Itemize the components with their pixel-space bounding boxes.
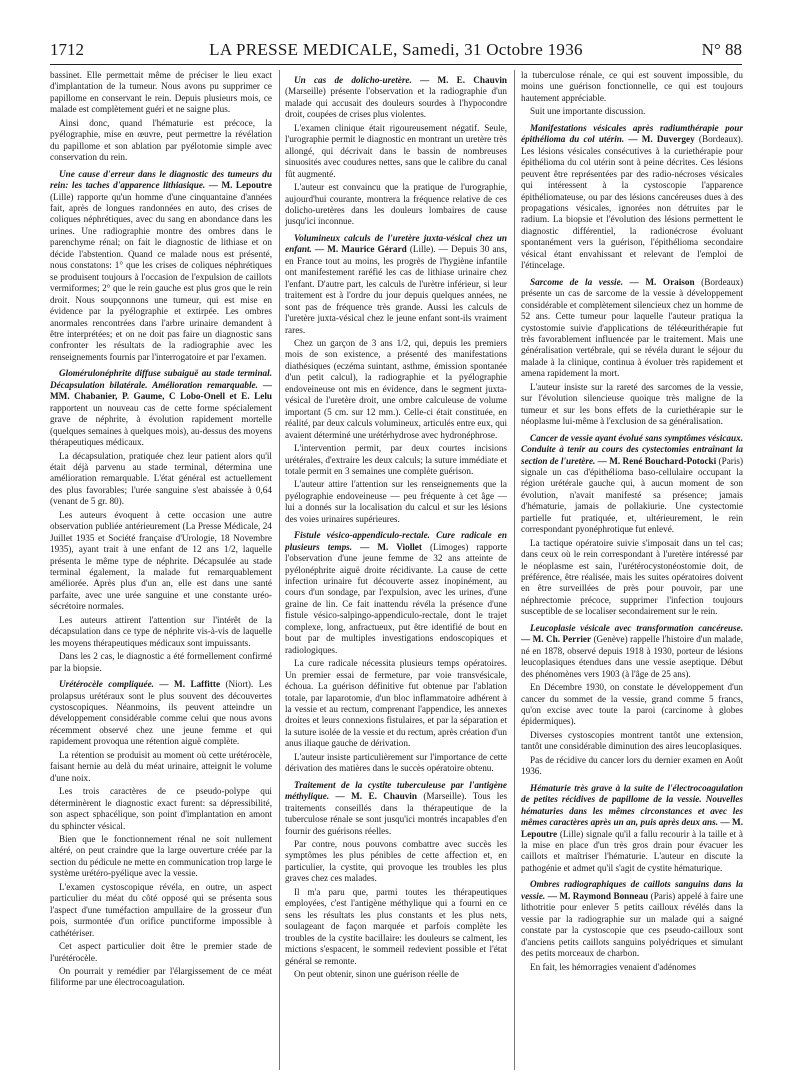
paragraph: la tuberculose rénale, ce qui est souvent impossible, du moins une guérison fonctionnelle, ce qui est toujours hautement appréciable.	[521, 70, 743, 103]
article-title: Traitement de la cystite tuberculeuse par l'antigène méthylique.	[285, 779, 507, 802]
text-column-1	[50, 70, 272, 1075]
article-entry	[50, 679, 272, 748]
article-entry	[521, 123, 743, 272]
article-entry	[285, 780, 507, 837]
article-title: Un cas de dolicho-uretère.	[294, 75, 412, 85]
paragraph: La rétention se produisit au moment où cette urétérocèle, faisant hernie au delà du méat urinaire, atteignit le volume d'une noix.	[50, 749, 272, 783]
paragraph: Suit une importante discussion.	[530, 106, 646, 117]
article-title: Urétérocèle compliquée.	[59, 679, 154, 690]
article-author: — M. Lepoutre	[521, 817, 743, 839]
article-entry	[285, 75, 507, 121]
paragraph: Cet aspect particulier doit être le premier stade de l'urétérocèle.	[50, 941, 272, 963]
article-entry	[50, 169, 272, 364]
article-entry	[521, 277, 743, 380]
article-body: (Genève) rappelle l'histoire d'un malade, né en 1878, observé depuis 1918 à 1930, porteur de lésions leucoplasiques étendues dans une vessie aseptique. Début des phénomènes vers 1903 (à l'âge de 25 ans).	[521, 634, 743, 679]
paragraph: L'examen cystoscopique révéla, en outre, un aspect particulier du méat du côté opposé qui se présenta sous l'aspect d'une tuméfaction ampullaire de la grosseur d'un pois, surmontée d'un orifice punctiforme impossible à cathétériser.	[50, 881, 272, 938]
article-entry	[521, 623, 743, 680]
paragraph: On peut obtenir, sinon une guérison réelle de	[294, 968, 459, 979]
article-body: (Paris) signale un cas d'épithélioma baso-cellulaire occupant la région urétérale gauche qui, à aucun moment de son évolution, n'avait manifesté sa présence; jamais d'hématurie, jamais de pollakiurie. Une cystectomie partielle fut pratiquée, et, ultérieurement, le rein correspondant pyonéphrotique fut enlevé.	[521, 455, 743, 535]
paragraph: Par contre, nous pouvons combattre avec succès les symptômes les plus pénibles de cette affection et, en particulier, la cystite, qui provoque les troubles les plus graves chez ces malades.	[285, 839, 507, 884]
article-entry	[521, 783, 743, 875]
paragraph: La décapsulation, pratiquée chez leur patient alors qu'il était déjà parvenu au stade terminal, détermina une amélioration remarquable. L'état général est actuellement des plus favorables; l'urée sanguine s'est abaissée à 0,64 (venant de 5 gr. 80).	[50, 450, 272, 507]
paragraph: La cure radicale nécessita plusieurs temps opératoires. Un premier essai de fermeture, par voie transvésicale, échoua. La guérison définitive fut obtenue par l'ablation totale, par laparotomie, d'un bloc inflammatoire adhérent à la vessie et au rectum, comprenant l'appendice, les annexes droites et leurs connexions fistulaires, et par la séparation et la suture isolée de la vessie et du rectum, après création d'un anus iliaque gauche de dérivation.	[285, 658, 507, 749]
paragraph: Les auteurs attirent l'attention sur l'intérêt de la décapsulation dans ce type de néphrite vis-à-vis de laquelle les moyens thérapeutiques médicaux sont impuissants.	[50, 614, 272, 648]
paragraph: Chez un garçon de 3 ans 1/2, qui, depuis les premiers mois de son existence, a présenté des manifestations diathésiques (eczéma suintant, asthme, émission spontanée d'un petit calcul), la radiographie et la pyélographie endoveineuse ont mis en évidence, dans le segment juxta-vésical de l'uretère droit, une ombre calculeuse de volume important (5 cm. sur 12 mm.). Celle-ci était constituée, en réalité, par deux calculs volumineux, articulés entre eux, qui avaient déterminé une urétérhydrose avec hydronéphrose.	[285, 337, 507, 440]
article-title: Une cause d'erreur dans le diagnostic des tumeurs du rein: les taches d'apparence lithiasique.	[50, 168, 272, 191]
paragraph: Les auteurs évoquent à cette occasion une autre observation publiée antérieurement (La Presse Médicale, 24 Juillet 1935 et Société française d'Urologie, 18 Novembre 1935), ayant trait à une enfant de 12 ans 1/2, laquelle présenta le même type de néphrite. Décapsulée au stade terminal également, la malade fut remarquablement améliorée. Après plus d'un an, elle est dans une santé parfaite, avec une urée sanguine et une constante uréo-sécrétoire normales.	[50, 509, 272, 612]
article-title: Cancer de vessie ayant évolué sans symptômes vésicaux. Conduite à tenir au cours des cystectomies entraînant la section de l'uretère.	[521, 432, 743, 466]
column-divider	[279, 70, 280, 1070]
article-body: rapportent un nouveau cas de cette forme spécialement grave de néphrite, à évolution rapidement mortelle (quelques semaines à quelques mois), au-dessus des moyens thérapeutiques médicaux.	[50, 402, 272, 448]
page-header	[50, 40, 742, 62]
paragraph: Ainsi donc, quand l'hématurie est précoce, la pyélographie, mise en œuvre, peut permettre la révélation du papillome et son ablation par pyélotomie simple avec conservation du rein.	[50, 117, 272, 163]
paragraph: L'examen clinique était rigoureusement négatif. Seule, l'urographie permit le diagnostic en montrant un uretère très allongé, qui décrivait dans le bassin de nombreuses sinuosités avec coudures nettes, sans que le calibre du canal fût augmenté.	[285, 122, 507, 179]
article-body: (Lille). — Depuis 30 ans, en France tout au moins, les progrès de l'hygiène infantile ont manifestement raréfié les cas de lithiase urinaire chez l'enfant. D'autre part, les calculs de l'urètre inférieur, si leur traitement est à l'ordre du jour depuis quelques années, ne sont pas de fréquence très grande. Aussi les calculs de l'uretère juxta-vésical chez le jeune enfant sont-ils vraiment rares.	[285, 244, 507, 335]
article-title: Volumineux calculs de l'uretère juxta-vésical chez un enfant.	[285, 232, 507, 255]
article-body: (Paris) appelé à faire une lithotritie pour enlever 5 petits cailloux révélés dans la vessie par la radiographie sur un malade qui a saigné constate par la cystoscopie que ces pseudo-cailloux sont d'anciens petits caillots sanguins polyédriques et simulant des petits morceaux de charbon.	[521, 890, 743, 959]
article-body: (Bordeaux) présente un cas de sarcome de la vessie à développement considérable et complètement silencieux chez un homme de 52 ans. Cette tumeur pour laquelle l'auteur pratiqua la cystostomie suivie d'applications de téléœurithérapie fut très favorablement influencée par le traitement. Mais une généralisation vertébrale, qui se révéla durant le séjour du malade à la clinique, continua à évoluer très rapidement et amena rapidement la mort.	[521, 276, 743, 379]
header-rule	[50, 64, 742, 65]
article-body: (Limoges) rapporte l'observation d'une jeune femme de 32 ans atteinte de pyélonéphrite aiguë droite récidivante. La cause de cette infection urinaire fut découverte assez inopinément, au cours d'un sondage, par l'expulsion, avec les urines, d'une graine de lin. Ce fait inattendu révéla la présence d'une fistule vésico-salpingo-appendiculo-rectale, dont le trajet complexe, long, anfractueux, put être identifié de bout en bout par de multiples investigations endoscopiques et radiologiques.	[285, 541, 507, 655]
article-body: (Marseille) présente l'observation et la radiographie d'un malade qui accusait des douleurs sourdes à l'hypocondre droit, coupées de crises plus violentes.	[285, 86, 507, 120]
text-column-3	[521, 70, 743, 1075]
article-author: — M. René Bouchard-Potocki	[597, 455, 717, 466]
paragraph: Diverses cystoscopies montrent tantôt une extension, tantôt une considérable diminution des aires leucoplasiques.	[521, 729, 743, 752]
article-author: — M. E. Chauvin	[420, 75, 507, 85]
article-author: — M. Duvergey	[628, 134, 695, 145]
article-author: — M. E. Chauvin	[335, 791, 417, 802]
paragraph: Pas de récidive du cancer lors du dernier examen en Août 1936.	[521, 754, 743, 777]
page-number: 1712	[50, 40, 84, 59]
paragraph: En fait, les hémorragies venaient d'adénomes	[530, 961, 696, 972]
article-entry	[521, 879, 743, 959]
article-author: — M. Ch. Perrier	[521, 634, 592, 645]
article-author: — M. Lepoutre	[208, 180, 272, 191]
article-title: Sarcome de la vessie.	[530, 276, 623, 287]
paragraph: Il m'a paru que, parmi toutes les thérapeutiques employées, c'est l'antigène méthylique qui a fourni en ce sens les résultats les plus constants et les plus nets, soulageant de façon marquée et parfois complète les troubles de la cystite bacillaire: les douleurs se calment, les mictions s'espacent, le sommeil redevient possible et l'état général se remonte.	[285, 886, 507, 966]
issue-number: N° 88	[701, 40, 742, 59]
article-entry	[50, 368, 272, 448]
paragraph: bassinet. Elle permettait même de préciser le lieu exact d'implantation de la tumeur. Nous avons pu supprimer ce papillome en conservant le rein. Depuis plusieurs mois, ce malade est complètement guéri et ne saigne plus.	[50, 70, 272, 115]
text-column-2	[285, 70, 507, 1075]
article-title: Glomérulonéphrite diffuse subaiguë au stade terminal. Décapsulation bilatérale. Amélioration remarquable.	[50, 368, 272, 390]
article-title: Ombres radiographiques de caillots sanguins dans la vessie.	[521, 879, 743, 901]
article-entry	[285, 530, 507, 656]
article-title: Leucoplasie vésicale avec transformation cancéreuse.	[530, 622, 743, 633]
article-body: (Niort). Les prolapsus urétéraux sont le plus souvent des découvertes cystoscopiques. Néanmoins, ils peuvent atteindre un développement considérable comme celui que nous avons récemment observé chez une jeune femme et qui rapidement provoqua une rétention aiguë complète.	[50, 679, 272, 747]
paragraph: Les trois caractères de ce pseudo-polype qui déterminèrent le diagnostic exact furent: sa dépressibilité, son aspect sphacélique, son point d'implantation en amont du sphincter vésical.	[50, 786, 272, 831]
article-author: — M. Maurice Gérard	[314, 244, 407, 255]
article-body: (Bordeaux). Les lésions vésicales consécutives à la curiethérapie pour épithélioma du col utérin sont à peine décrites. Ces lésions peuvent être représentées par des radio-nécroses vésicales qui intéressent à la cystoscopie l'apparence épithéliomateuse, ou par des lésions cancéreuses dues à des propagations vésicales, ignorées non détruites par le radium. La biopsie et l'évolution des lésions permettent le diagnostic différentiel, la radionécrose évoluant spontanément vers la guérison, l'épithélioma secondaire vésical étant envahissant et relevant de l'emploi de l'étincelage.	[521, 134, 743, 271]
article-author: — M. Laffitte	[159, 679, 221, 690]
article-author: — M. Oraison	[629, 276, 695, 287]
paragraph: L'auteur est convaincu que la pratique de l'urographie, aujourd'hui courante, montrera la fréquence relative de ces dolicho-uretères dans les douleurs lombaires de cause jusqu'ici inconnue.	[285, 182, 507, 227]
column-divider	[514, 70, 515, 1070]
journal-title: LA PRESSE MEDICALE, Samedi, 31 Octobre 1936	[209, 40, 583, 59]
article-author: — MM. Chabanier, P. Gaume, C Lobo-Onell et E. Lelu	[50, 379, 272, 402]
paragraph: On pourrait y remédier par l'élargissement de ce méat filiforme par une électrocoagulation.	[50, 965, 272, 988]
article-author: — M. Viollet	[360, 541, 422, 552]
article-author: — M. Raymond Bonneau	[547, 890, 649, 901]
paragraph: L'intervention permit, par deux courtes incisions urétérales, d'extraire les deux calculs; la suture immédiate et totale permit en 3 semaines une complète guérison.	[285, 443, 507, 476]
paragraph: La tactique opératoire suivie s'imposait dans un tel cas; dans ceux où le rein correspondant à l'uretère intéressé par le néoplasme est sain, l'urétérocystonéostomie doit, de préférence, être réalisée, mais les suites opératoires doivent en être surveillées de près pour pouvoir, par une néphrectomie précoce, supprimer l'infection toujours susceptible de se localiser secondairement sur le rein.	[521, 537, 743, 617]
article-body: (Lille) signale qu'il a fallu recourir à la taille et à la mise en place d'un très gros drain pour évacuer les caillots et maîtriser l'hématurie. L'auteur en discute la pathogénie et admet qu'il s'agit de cystite hématurique.	[521, 828, 743, 873]
article-title: Fistule vésico-appendiculo-rectale. Cure radicale en plusieurs temps.	[285, 530, 507, 552]
article-entry	[521, 433, 743, 536]
paragraph: L'auteur insiste sur la rareté des sarcomes de la vessie, sur l'évolution silencieuse quoique très maligne de la tumeur et sur les bons effets de la curiethérapie sur le néoplasme lui-même à l'exclusion de sa généralisation.	[521, 381, 743, 427]
paragraph: En Décembre 1930, on constate le développement d'un cancer du sommet de la vessie, grand comme 5 francs, qu'on excise avec toute la paroi (carcinome à globes épidermiques).	[521, 682, 743, 727]
article-entry	[285, 233, 507, 336]
paragraph: Dans les 2 cas, le diagnostic a été formellement confirmé par la biopsie.	[50, 651, 272, 673]
article-body: (Marseille). Tous les traitements conseillés dans la thérapeutique de la tuberculose rénale se sont jusqu'ici montrés incapables d'en fournir des guérisons réelles.	[285, 791, 507, 836]
article-title: Hématurie très grave à la suite de l'électrocoagulation de petites récidives de papillome de la vessie. Nouvelles hématuries dans les mêmes circonstances et avec les mêmes caractères après un an, puis après deux ans.	[521, 782, 743, 828]
paragraph: L'auteur attire l'attention sur les renseignements que la pyélographie endoveineuse — peu fréquente à cet âge — lui a donnés sur la localisation du calcul et sur les lésions des voies urinaires supérieures.	[285, 479, 507, 524]
paragraph: L'auteur insiste particulièrement sur l'importance de cette dérivation des matières dans le succès opératoire obtenu.	[285, 751, 507, 774]
article-body: (Lille) rapporte qu'un homme d'une cinquantaine d'années fait, après de longues randonnées en auto, des crises de coliques néphrétiques, avec du sang en abondance dans les urines. Une radiographie montre des ombres dans le parenchyme rénal; on fait le diagnostic de lithiase et on décide l'abstention. Quand ce malade nous est présenté, nous constatons: 1° que les crises de coliques néphrétiques se produisent toujours à l'occasion de l'expulsion de caillots vermiformes; 2° que le rein gauche est plus gros que le rein droit. Nous soupçonnons une tumeur, qui est mise en évidence par la pyélographie et extirpée. Les ombres anormales rencontrées dans l'arbre urinaire demandent à être interprétées; et on ne doit pas faire un diagnostic sans confronter les résultats de la radiographie avec les renseignements fournis par l'interrogatoire et par l'examen.	[50, 191, 272, 362]
paragraph: Bien que le fonctionnement rénal ne soit nullement altéré, on peut craindre que la large ouverture créée par la section du pédicule ne mette en communication trop large le système urétéro-pyélique avec la vessie.	[50, 834, 272, 879]
article-title: Manifestations vésicales après radiumthérapie pour épithélioma du col utérin.	[521, 122, 743, 145]
